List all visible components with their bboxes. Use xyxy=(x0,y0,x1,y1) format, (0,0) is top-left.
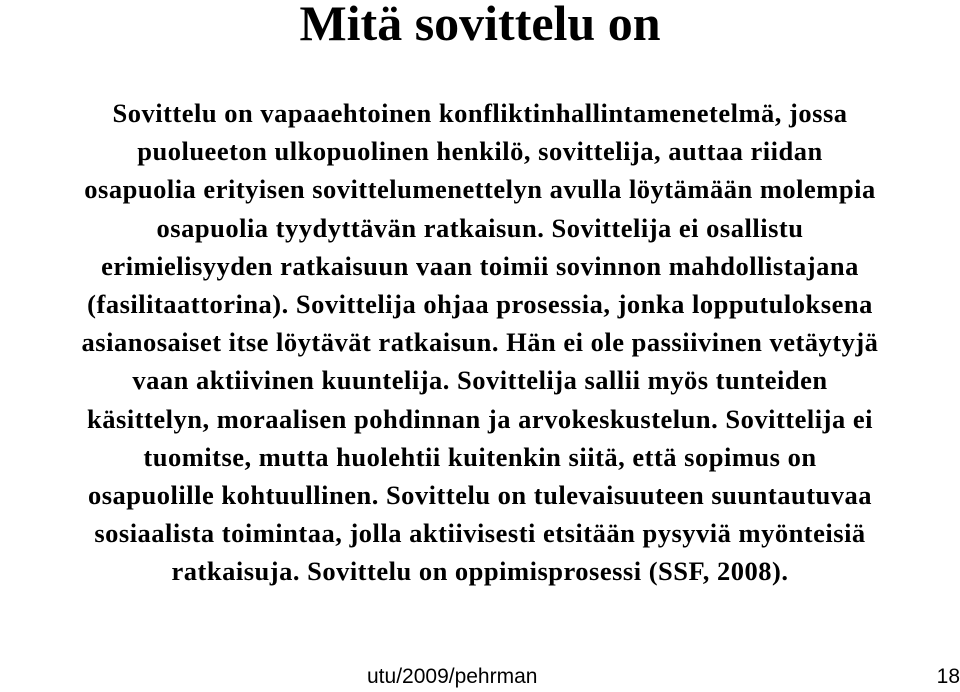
body-line: (fasilitaattorina). Sovittelija ohjaa prosessia, jonka lopputuloksena xyxy=(87,288,873,319)
slide-body-text xyxy=(0,94,960,590)
body-line: sosiaalista toimintaa, jolla aktiivisesti etsitään pysyviä myönteisiä xyxy=(94,518,866,549)
footer-source: utu/2009/pehrman xyxy=(367,665,538,688)
page-number: 18 xyxy=(936,665,960,688)
body-line: tuomitse, mutta huolehtii kuitenkin siitä, että sopimus on xyxy=(143,441,817,472)
body-line: asianosaiset itse löytävät ratkaisun. Hän ei ole passiivinen vetäytyjä xyxy=(81,327,879,358)
body-line: vaan aktiivinen kuuntelija. Sovittelija sallii myös tunteiden xyxy=(132,365,828,396)
body-line: Sovittelu on vapaaehtoinen konfliktinhallintamenetelmä, jossa xyxy=(112,98,848,128)
body-line: ratkaisuja. Sovittelu on oppimisprosessi (SSF, 2008). xyxy=(171,556,789,587)
body-line: osapuolille kohtuullinen. Sovittelu on tulevaisuuteen suuntautuvaa xyxy=(87,479,873,510)
slide-title: Mitä sovittelu on xyxy=(299,0,661,51)
body-line: puolueeton ulkopuolinen henkilö, sovittelija, auttaa riidan xyxy=(137,136,823,167)
body-line: käsittelyn, moraalisen pohdinnan ja arvokeskustelun. Sovittelija ei xyxy=(87,403,873,434)
body-line: erimielisyyden ratkaisuun vaan toimii sovinnon mahdollistajana xyxy=(101,250,859,281)
body-line: osapuolia tyydyttävän ratkaisun. Sovittelija ei osallistu xyxy=(156,212,804,243)
body-line: osapuolia erityisen sovittelumenettelyn avulla löytämään molempia xyxy=(84,174,876,205)
